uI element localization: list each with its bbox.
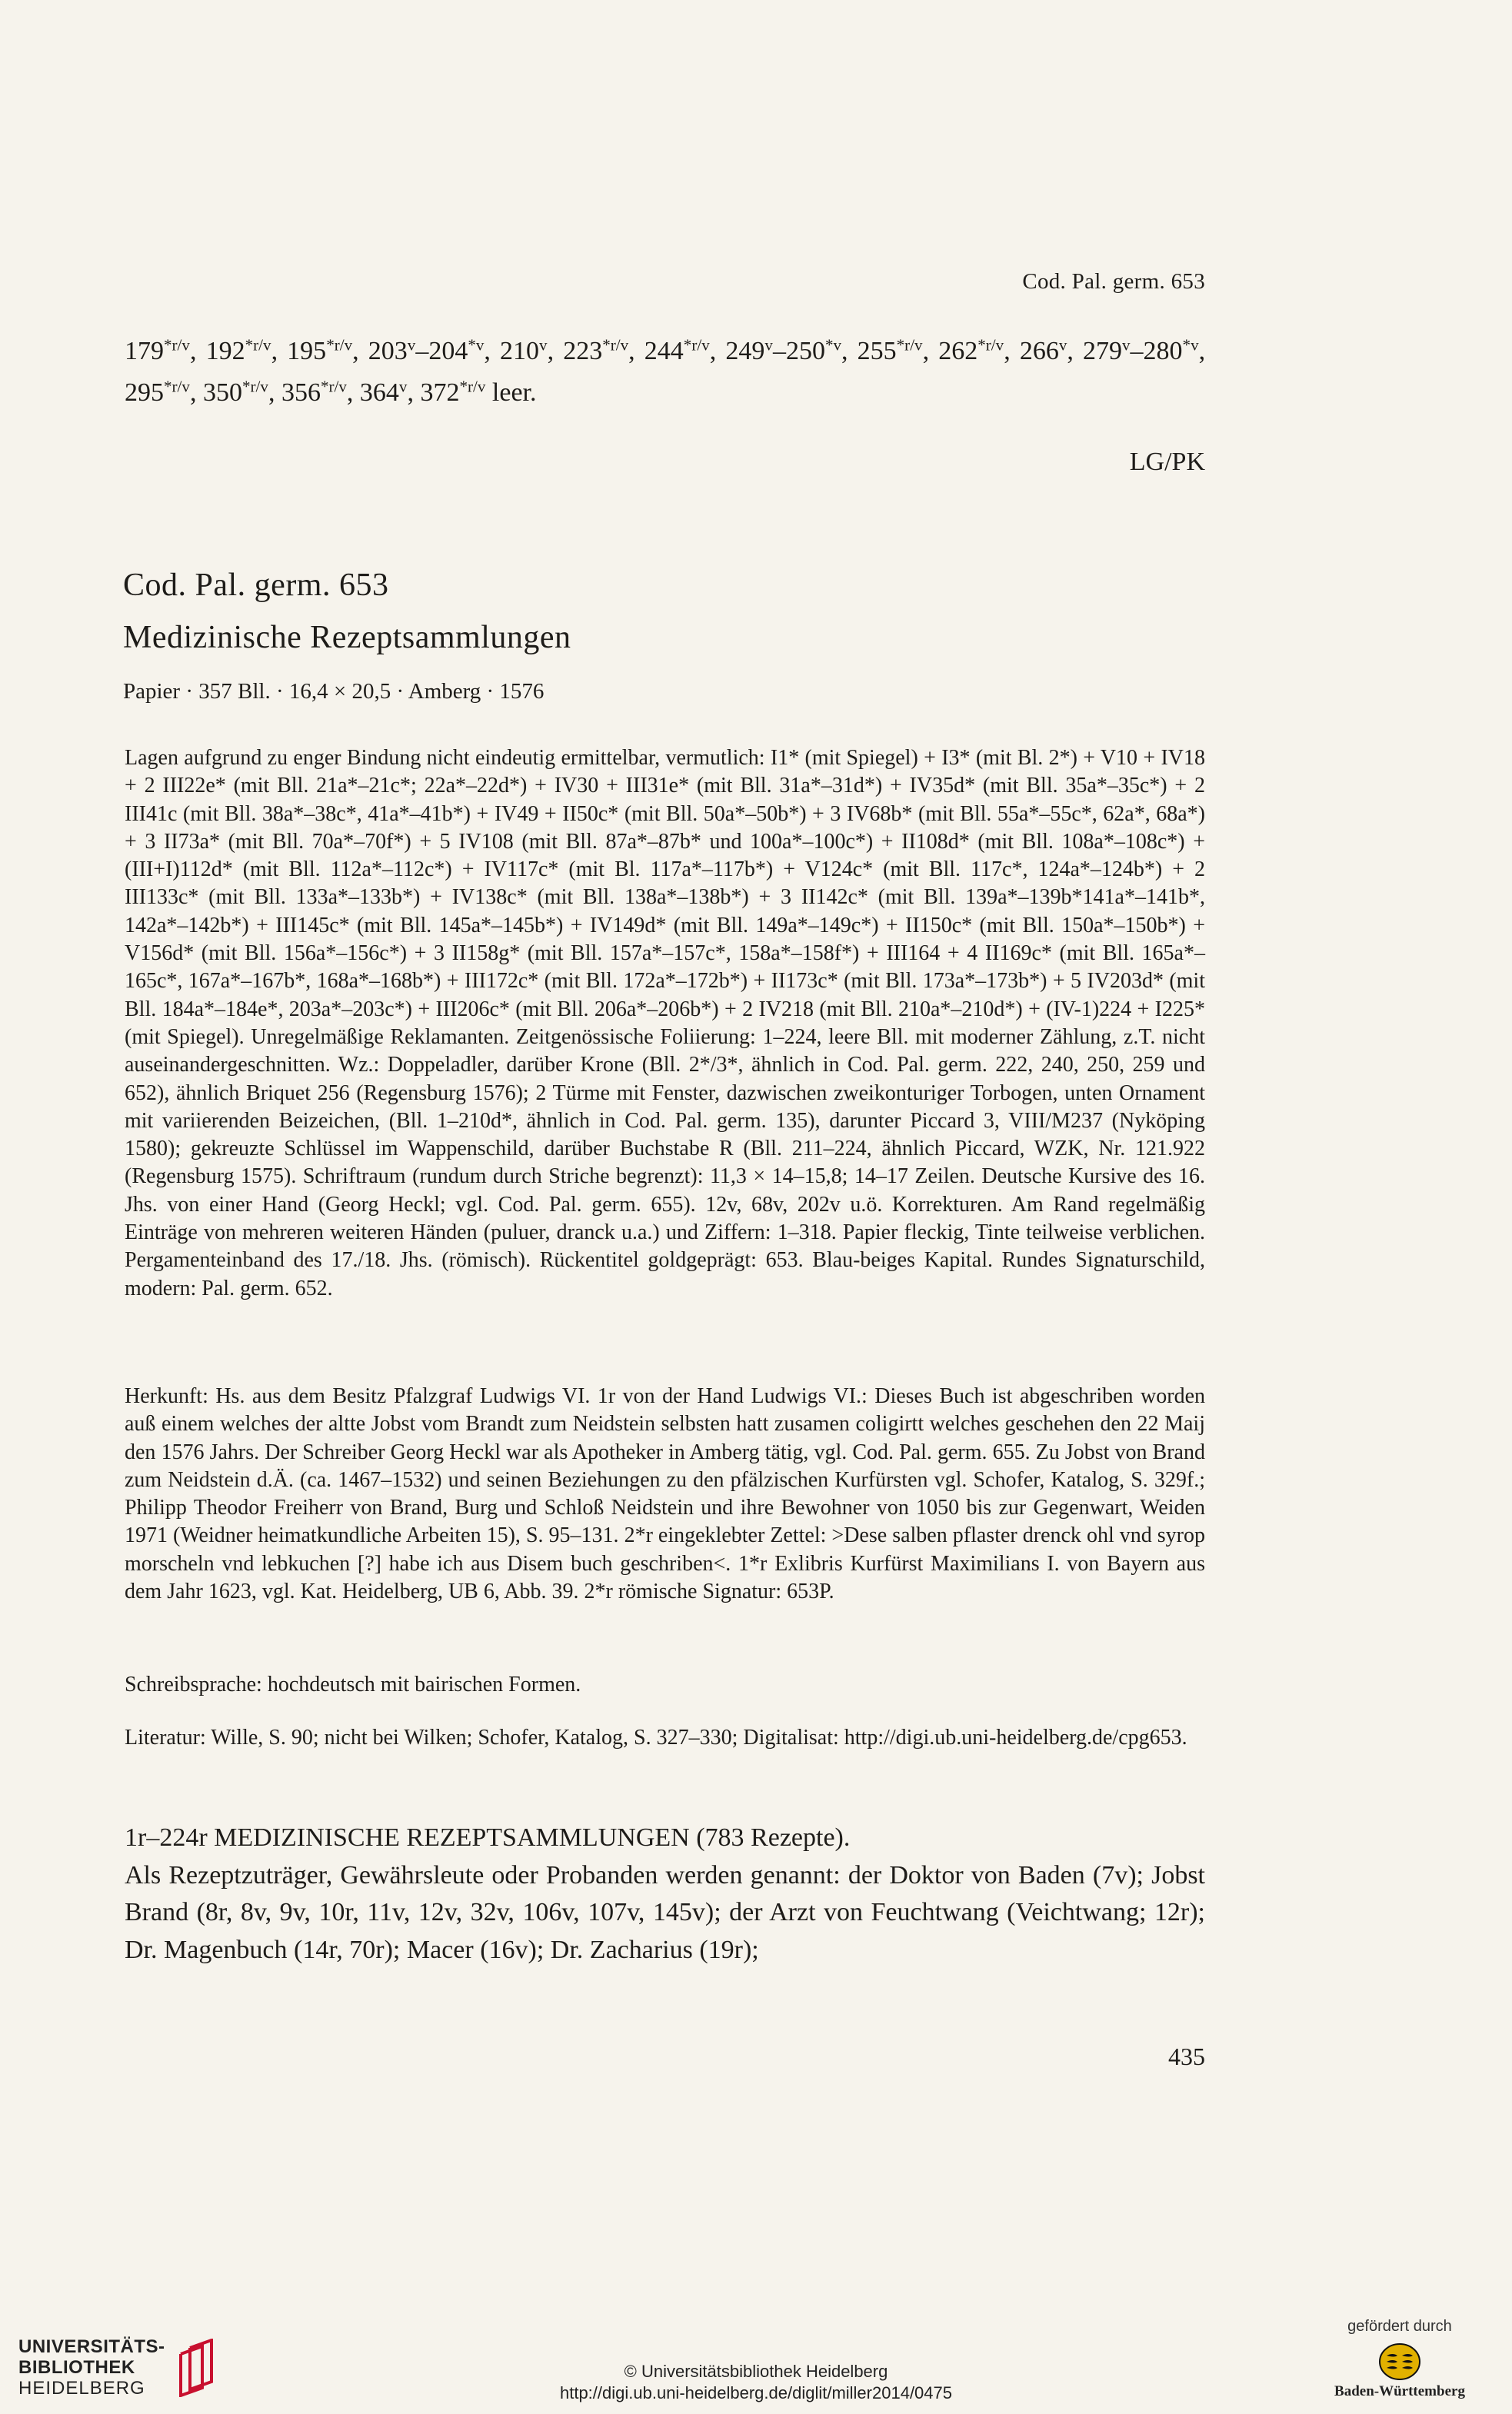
folio-entry: , 249 [709, 337, 765, 365]
state-emblem-icon [1379, 2343, 1420, 2380]
folio-side: *r/v [683, 335, 710, 355]
shelfmark: Cod. Pal. germ. 653 [123, 568, 389, 603]
entry-header [123, 567, 571, 704]
top-list [125, 331, 1205, 414]
folio-side: *r/v [164, 377, 190, 396]
folio-entry: , 244 [628, 337, 684, 365]
permalink[interactable]: http://digi.ub.uni-heidelberg.de/diglit/miller2014/0475 [559, 2383, 952, 2402]
folio-entry: , 372 [407, 378, 460, 407]
folio-entry: , 210 [484, 337, 540, 365]
herkunft-paragraph: Herkunft: Hs. aus dem Besitz Pfalzgraf Ludwigs VI. 1r von der Hand Ludwigs VI.: Dieses Buch ist abgeschriben worden auß einem welches der altte Jobst vom Brandt zum Neidstein selbsten hatt zusamen coligirtt welches geschehen den 22 Maij den 1576 Jahrs. Der Schreiber Georg Heckl war als Apotheker in Amberg tätig, vgl. Cod. Pal. germ. 655. Zu Jobst von Brand zum Neidstein d.Ä. (ca. 1467–1532) und seinen Beziehungen zu den pfälzischen Kurfürsten vgl. Schofer, Katalog, S. 329f.; Philipp Theodor Freiherr von Brand, Burg und Schloß Neidstein und ihre Bewohner von 1050 bis zur Gegenwart, Weiden 1971 (Weidner heimatkundliche Arbeiten 15), S. 95–131. 2*r eingeklebter Zettel: >Dese salben pflaster drenck ohl vnd syrop morscheln vnd lebkuchen [?] habe ich aus Disem buch geschriben<. 1*r Exlibris Kurfürst Maximilians I. von Bayern aus dem Jahr 1623, vgl. Kat. Heidelberg, UB 6, Abb. 39. 2*r römische Signatur: 653P. [125, 1384, 1205, 1604]
folio-entry: , 279 [1067, 337, 1122, 365]
folio-side: v [539, 335, 548, 355]
folio-entry: , 262 [922, 337, 978, 365]
section-heading: 1r–224r MEDIZINISCHE REZEPTSAMMLUNGEN (783 Rezepte). [125, 1823, 851, 1852]
folio-entry: , 192 [189, 337, 245, 365]
folio-side: *r/v [164, 335, 190, 355]
lagen-paragraph: Lagen aufgrund zu enger Bindung nicht eindeutig ermittelbar, vermutlich: I1* (mit Spiegel) + I3* (mit Bl. 2*) + V10 + IV18 + 2 III22e* (mit Bll. 21a*–21c*; 22a*–22d*) + IV30 + III31e* (mit Bll. 31a*–31d*) + IV35d* (mit Bll. 35a*–35c*) + 2 III41c (mit Bll. 38a*–38c*, 41a*–41b*) + IV49 + II50c* (mit Bll. 50a*–50b*) + 3 IV68b* (mit Bll. 55a*–55c*, 62a*, 68a*) + 3 II73a* (mit Bll. 70a*–70f*) + 5 IV108 (mit Bll. 87a*–87b* und 100a*–100c*) + II108d* (mit Bll. 108a*–108c*) + (III+I)112d* (mit Bll. 112a*–112c*) + IV117c* (mit Bl. 117a*–117b*) + V124c* (mit Bll. 117c*, 124a*–124b*) + 2 III133c* (mit Bll. 133a*–133b*) + IV138c* (mit Bll. 138a*–138b*) + 3 II142c* (mit Bll. 139a*–139b*141a*–141b*, 142a*–142b*) + III145c* (mit Bll. 145a*–145b*) + IV149d* (mit Bll. 149a*–149c*) + II150c* (mit Bll. 150a*–150b*) + V156d* (mit Bll. 156a*–156c*) + 3 II158g* (mit Bll. 157a*–157c*, 158a*–158f*) + III164 + 4 II169c* (mit Bll. 165a*–165c*, 167a*–167b*, 168a*–168b*) + III172c* (mit Bll. 172a*–172b*) + II173c* (mit Bll. 173a*–173b*) + 5 IV203d* (mit Bll. 184a*–184e*, 203a*–203c*) + III206c* (mit Bll. 206a*–206b*) + 2 IV218 (mit Bll. 210a*–210d*) + (IV-1)224 + I225* (mit Spiegel). Unregelmäßige Reklamanten. Zeitgenössische Foliierung: 1–224, leere Bll. mit moderner Zählung, z.T. nicht auseinandergeschnitten. Wz.: Doppeladler, darüber Krone (Bll. 2*/3*, ähnlich in Cod. Pal. germ. 222, 240, 250, 259 und 652), ähnlich Briquet 256 (Regensburg 1576); 2 Türme mit Fenster, dazwischen zweikonturiger Torbogen, unten Ornament mit variierenden Beizeichen, (Bll. 1–210d*, ähnlich in Cod. Pal. germ. 135), darunter Piccard 3, VIII/M237 (Nyköping 1580); gekreuzte Schlüssel im Wappenschild, darüber Buchstabe R (Bll. 211–224, ähnlich Piccard, WZK, Nr. 121.922 (Regensburg 1575). Schriftraum (rundum durch Striche begrenzt): 11,3 × 14–15,8; 14–17 Zeilen. Deutsche Kursive des 16. Jhs. von einer Hand (Georg Heckl; vgl. Cod. Pal. germ. 655). 12v, 68v, 202v u.ö. Korrekturen. Am Rand regelmäßig Einträge von mehreren weiteren Händen (puluer, dranck u.a.) und Ziffern: 1–318. Papier fleckig, Tinte teilweise verblichen. Pergamenteinband des 17./18. Jhs. (römisch). Rückentitel goldgeprägt: 653. Blau-beiges Kapital. Rundes Signaturschild, modern: Pal. germ. 652. [125, 746, 1205, 1300]
folio-entry: , 266 [1004, 337, 1059, 365]
footer [0, 2307, 1512, 2414]
funded-by-label: gefördert durch [1347, 2318, 1452, 2335]
folio-side: v [407, 335, 416, 355]
library-line-3: HEIDELBERG [18, 2378, 145, 2399]
library-line-2: BIBLIOTHEK [18, 2357, 135, 2378]
folio-side: v [1122, 335, 1131, 355]
folio-side: v [398, 377, 408, 396]
literatur-paragraph: Literatur: Wille, S. 90; nicht bei Wilken; Schofer, Katalog, S. 327–330; Digitalisat: http://digi.ub.uni-heidelberg.de/cpg653. [125, 1726, 1187, 1750]
folio-side: *r/v [241, 377, 268, 396]
folio-side: *r/v [459, 377, 486, 396]
section-text: Als Rezeptzuträger, Gewährsleute oder Probanden werden genannt: der Doktor von Baden (7v); Jobst Brand (8r, 8v, 9v, 10r, 11v, 12v, 32v, 106v, 107v, 145v); der Arzt von Feuchtwang (Veichtwang; 12r); Dr. Magenbuch (14r, 70r); Macer (16v); Dr. Zacharius (19r); [125, 1860, 1205, 1964]
folio-side: *r/v [896, 335, 923, 355]
folio-entry: , 364 [346, 378, 399, 407]
folio-entry: 179 [125, 337, 164, 365]
folio-side: v [764, 335, 773, 355]
entry-title: Medizinische Rezeptsammlungen [123, 620, 571, 655]
folio-entry: , 350 [189, 378, 242, 407]
folio-entry: , 295 [125, 337, 1206, 407]
folio-entry: –250 [772, 337, 825, 365]
folio-entry: leer. [485, 378, 537, 407]
page-number: 435 [1168, 2043, 1205, 2070]
folio-entry: –204 [415, 337, 468, 365]
folio-entry: , 223 [547, 337, 603, 365]
folio-side: *r/v [602, 335, 629, 355]
folio-side: *r/v [245, 335, 271, 355]
funding-note [1315, 2318, 1484, 2400]
content-section [125, 1820, 1205, 1969]
folio-entry: , 203 [352, 337, 408, 365]
folio-entry: , 255 [841, 337, 897, 365]
folio-side: *r/v [977, 335, 1004, 355]
library-line-1: UNIVERSITÄTS- [18, 2336, 165, 2357]
copyright-text: © Universitätsbibliothek Heidelberg [624, 2362, 888, 2381]
schreibsprache-paragraph: Schreibsprache: hochdeutsch mit bairischen Formen. [125, 1673, 581, 1696]
folio-side: *v [824, 335, 842, 355]
folio-side: *r/v [320, 377, 347, 396]
funder-name: Baden-Württemberg [1334, 2383, 1465, 2399]
folio-side: v [1058, 335, 1067, 355]
folio-side: *r/v [326, 335, 353, 355]
footer-credits [0, 2361, 1512, 2404]
folio-side: *v [1182, 335, 1199, 355]
folio-entry: , 195 [271, 337, 327, 365]
scribe-initials: LG/PK [1129, 448, 1205, 476]
entry-meta: Papier · 357 Bll. · 16,4 × 20,5 · Amberg · 1576 [123, 679, 545, 704]
running-head: Cod. Pal. germ. 653 [1022, 269, 1205, 294]
folio-entry: –280 [1130, 337, 1183, 365]
folio-entry: , 356 [268, 378, 321, 407]
folio-side: *v [468, 335, 485, 355]
